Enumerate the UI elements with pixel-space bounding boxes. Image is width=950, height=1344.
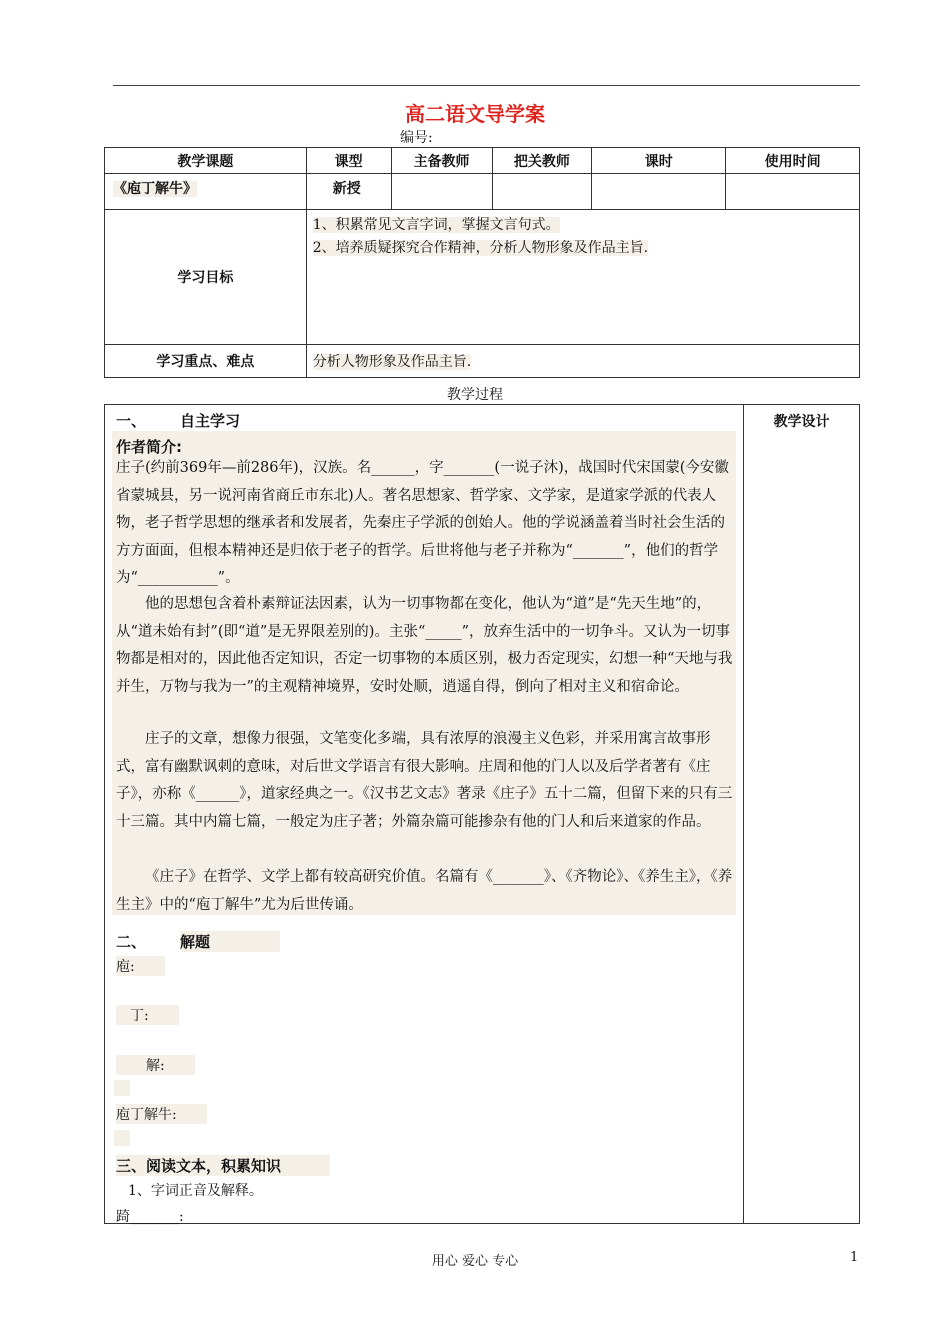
author-paragraph-4: 《庄子》在哲学、文学上都有较高研究价值。名篇有《_______》、《齐物论》、《养生主》，《养生主》中的“庖丁解牛”尤为后世传诵。 <box>116 869 733 913</box>
page-number: 1 <box>850 1250 859 1265</box>
periods-value <box>592 174 726 210</box>
col-header-topic: 教学课题 <box>105 148 307 174</box>
header-rule <box>113 85 860 86</box>
process-label: 教学过程 <box>447 387 503 403</box>
section1-heading: 自主学习 <box>180 412 241 430</box>
section3-heading: 三、阅读文本，积累知识 <box>116 1155 330 1176</box>
section1-heading-number: 一、 <box>116 412 147 430</box>
section2-heading-number: 二、 <box>116 933 147 951</box>
lead-teacher-value <box>391 174 492 210</box>
highlight-block <box>114 1130 130 1146</box>
word-item: 踦_______: <box>116 1209 184 1225</box>
review-teacher-value <box>492 174 592 210</box>
explain-item-ding: 丁: <box>116 1005 179 1025</box>
explain-item-title: 庖丁解牛: <box>116 1104 207 1124</box>
col-header-date: 使用时间 <box>726 148 860 174</box>
focus-label: 学习重点、难点 <box>105 345 307 378</box>
author-paragraph-2: 他的思想包含着朴素辩证法因素，认为一切事物都在变化，他认为“道”是“先天生地”的，从“道未始有封”(即“道”是无界限差别的)。主张“_____”，放弃生活中的一切争斗。又认为一切事物都是相对的，因此他否定知识，否定一切事物的本质区别，极力否定现实，幻想一种“天地与我并生，万物与我为一”的主观精神境界，安时处顺，逍遥自得，倒向了相对主义和宿命论。 <box>116 596 733 695</box>
focus-cell <box>306 345 859 378</box>
col-header-review-teacher: 把关教师 <box>492 148 592 174</box>
explain-item-pao: 庖: <box>116 956 165 976</box>
author-intro-title: 作者简介: <box>116 438 182 456</box>
col-header-lead-teacher: 主备教师 <box>391 148 492 174</box>
footer-text: 用心 爱心 专心 <box>431 1254 519 1269</box>
course-info-table <box>104 147 860 378</box>
section3-subheading: 1、字词正音及解释。 <box>128 1183 263 1199</box>
serial-label: 编号: <box>400 130 433 146</box>
section2-heading: 解题 <box>180 931 280 952</box>
goals-label: 学习目标 <box>105 210 307 345</box>
focus-text: 分析人物形象及作品主旨. <box>312 354 472 370</box>
goal-item: 1、积累常见文言字词，掌握文言句式。 <box>312 217 560 233</box>
goal-item: 2、培养质疑探究合作精神，分析人物形象及作品主旨. <box>312 240 649 256</box>
author-paragraph-3: 庄子的文章，想像力很强，文笔变化多端，具有浓厚的浪漫主义色彩，并采用寓言故事形式，富有幽默讽刺的意味，对后世文学语言有很大影响。庄周和他的门人以及后学者著有《庄子》，亦称《______》，道家经典之一。《汉书艺文志》著录《庄子》五十二篇，但留下来的只有三十三篇。其中内篇七篇，一般定为庄子著；外篇杂篇可能掺杂有他的门人和后来道家的作品。 <box>116 731 733 830</box>
page-title: 高二语文导学案 <box>405 102 545 126</box>
design-label: 教学设计 <box>744 405 860 1224</box>
type-value: 新授 <box>306 174 391 210</box>
highlight-block <box>114 1080 130 1096</box>
goals-cell <box>306 210 859 345</box>
date-value <box>726 174 860 210</box>
author-paragraph-1: 庄子(约前369年—前286年)，汉族。名______，字_______(一说子沐)，战国时代宋国蒙(今安徽省蒙城县，另一说河南省商丘市东北)人。著名思想家、哲学家、文学家，是道家学派的代表人物，老子哲学思想的继承者和发展者，先秦庄子学派的创始人。他的学说涵盖着当时社会生活的方方面面，但根本精神还是归依于老子的哲学。后世将他与老子并称为“_______”，他们的哲学为“___________”。 <box>116 460 729 586</box>
col-header-type: 课型 <box>306 148 391 174</box>
explain-item-jie: 解: <box>116 1055 195 1075</box>
col-header-periods: 课时 <box>592 148 726 174</box>
topic-value: 《庖丁解牛》 <box>105 174 307 210</box>
